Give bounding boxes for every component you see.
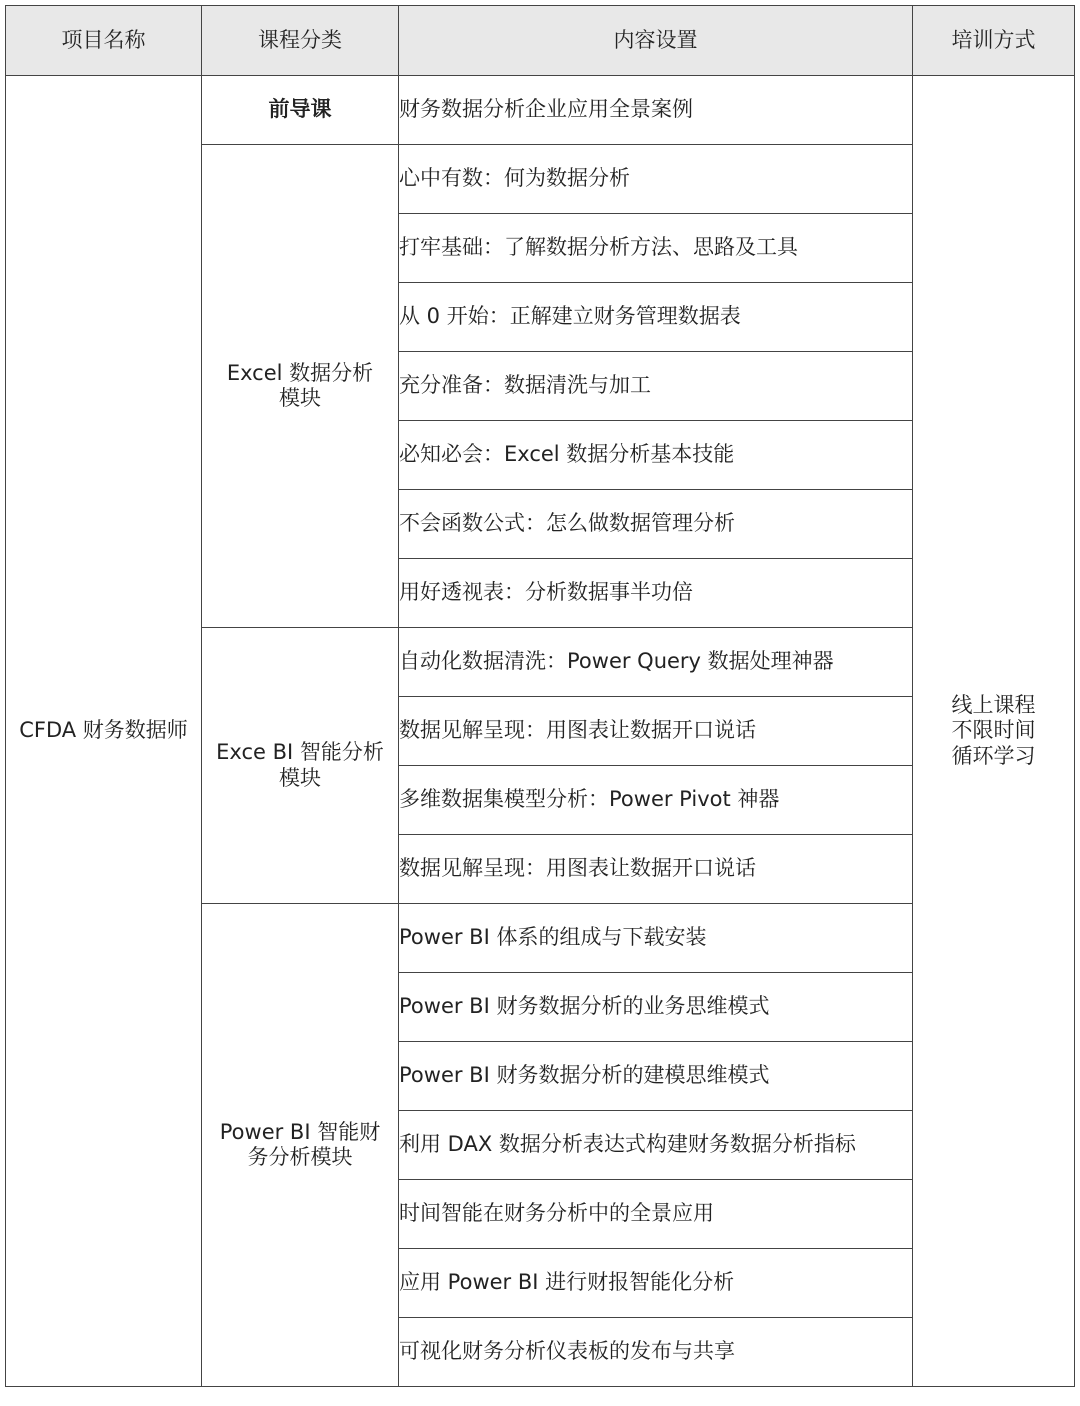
content-item: 充分准备：数据清洗与加工 [399, 352, 913, 421]
content-item: 应用 Power BI 进行财报智能化分析 [399, 1249, 913, 1318]
header-project: 项目名称 [6, 6, 202, 76]
category-name-line: Excel 数据分析 [226, 360, 374, 385]
content-item: 不会函数公式：怎么做数据管理分析 [399, 490, 913, 559]
header-method: 培训方式 [913, 6, 1075, 76]
training-method-line: 线上课程 [951, 693, 1036, 718]
content-item: 必知必会：Excel 数据分析基本技能 [399, 421, 913, 490]
content-item: 自动化数据清洗：Power Query 数据处理神器 [399, 628, 913, 697]
category-cell [202, 904, 399, 1387]
table-body [6, 76, 1075, 1387]
content-item: 多维数据集模型分析：Power Pivot 神器 [399, 766, 913, 835]
content-item: 数据见解呈现：用图表让数据开口说话 [399, 835, 913, 904]
content-item: 财务数据分析企业应用全景案例 [399, 76, 913, 145]
course-table [5, 5, 1075, 1387]
category-name-line: Power BI 智能财 [219, 1119, 381, 1144]
content-item: 数据见解呈现：用图表让数据开口说话 [399, 697, 913, 766]
header-content: 内容设置 [399, 6, 913, 76]
content-item: Power BI 财务数据分析的业务思维模式 [399, 973, 913, 1042]
table-row [6, 76, 1075, 145]
training-method-line: 循环学习 [951, 743, 1036, 768]
content-item: 利用 DAX 数据分析表达式构建财务数据分析指标 [399, 1111, 913, 1180]
category-name-line: 模块 [279, 386, 321, 410]
table-header-row [6, 6, 1075, 76]
content-item: 从 0 开始：正解建立财务管理数据表 [399, 283, 913, 352]
category-name-line: 前导课 [268, 97, 332, 122]
content-item: Power BI 财务数据分析的建模思维模式 [399, 1042, 913, 1111]
category-cell [202, 76, 399, 145]
category-name-line: Exce BI 智能分析 [216, 740, 384, 765]
category-name-line: 务分析模块 [247, 1145, 353, 1169]
content-item: 可视化财务分析仪表板的发布与共享 [399, 1318, 913, 1387]
category-cell [202, 628, 399, 904]
category-name-line: 模块 [279, 765, 321, 790]
header-category: 课程分类 [202, 6, 399, 76]
training-method-line: 不限时间 [951, 718, 1036, 743]
content-item: 心中有数：何为数据分析 [399, 145, 913, 214]
content-item: 打牢基础：了解数据分析方法、思路及工具 [399, 214, 913, 283]
content-item: Power BI 体系的组成与下载安装 [399, 904, 913, 973]
content-item: 用好透视表：分析数据事半功倍 [399, 559, 913, 628]
training-method-cell [913, 76, 1075, 1387]
content-item: 时间智能在财务分析中的全景应用 [399, 1180, 913, 1249]
project-name-cell: CFDA 财务数据师 [6, 76, 202, 1387]
category-cell [202, 145, 399, 628]
